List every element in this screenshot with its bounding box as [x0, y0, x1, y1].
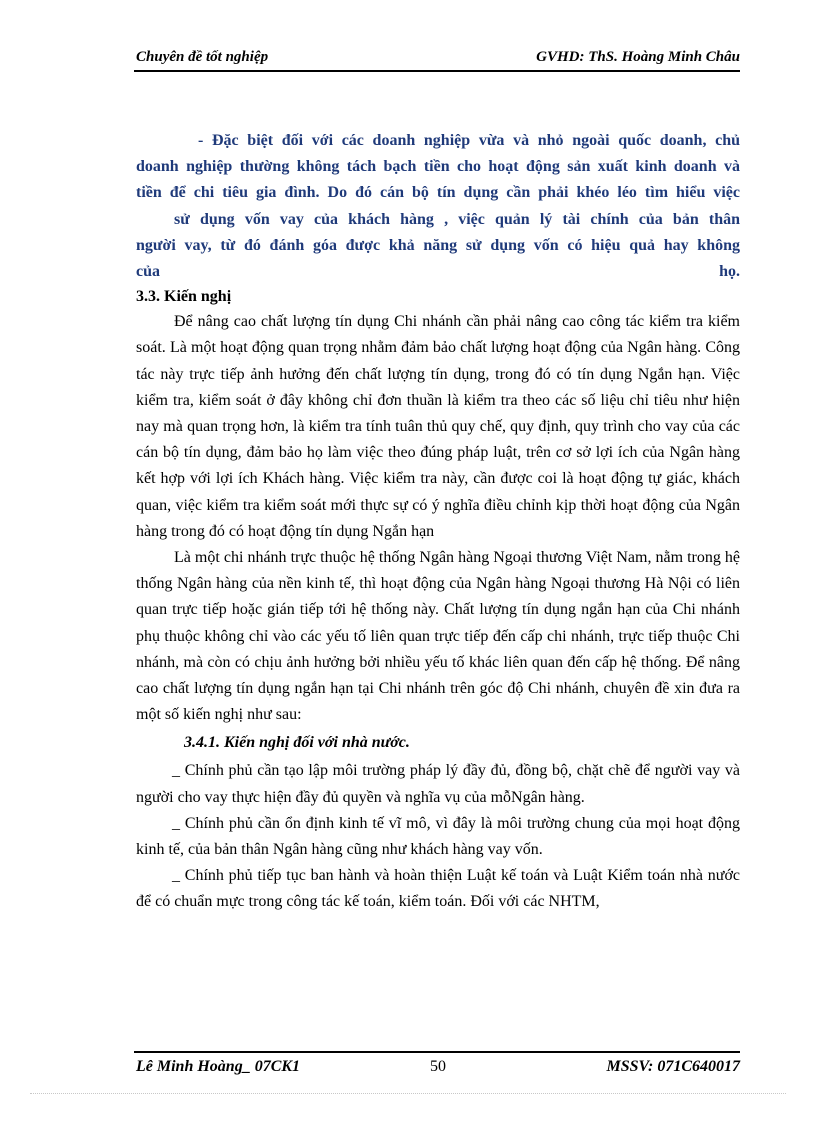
intro-last-right: họ. [719, 263, 740, 281]
section-paragraph-1: Để nâng cao chất lượng tín dụng Chi nhánh cần phải nâng cao công tác kiểm tra kiểm soát. Là một hoạt động quan trọng nhằm đảm bảo chất lượng hoạt động của Ngân hàng. Công tác này trực tiếp ảnh hưởng đến chất lượng tín dụng, trong đó có tín dụng Ngắn hạn. Việc kiểm tra, kiểm soát ở đây không chỉ đơn thuần là kiểm tra theo các số liệu chỉ tiêu như hiện nay mà quan trọng hơn, là kiểm tra tính tuân thủ quy chế, quy định, quy trình cho vay của các cán bộ tín dụng, đảm bảo họ làm việc theo đúng pháp luật, trên cơ sở lợi ích của Ngân hàng kết hợp với lợi ích Khách hàng. Việc kiểm tra này, cần được coi là hoạt động tự giác, khách quan, việc kiểm tra kiểm soát mới thực sự có ý nghĩa điều chỉnh kịp thời hoạt động của Ngân hàng trong đó có hoạt động tín dụng Ngắn hạn [136, 313, 740, 540]
page-footer [134, 1051, 740, 1079]
header-advisor: GVHD: ThS. Hoàng Minh Châu [536, 49, 740, 65]
page-header [134, 46, 740, 72]
intro-paragraph [136, 128, 740, 285]
page-bottom-divider [30, 1093, 786, 1094]
recommendation-item-2: _ Chính phủ cần ổn định kinh tế vĩ mô, vì đây là môi trường chung của mọi hoạt động kinh tế, của bản thân Ngân hàng cũng như khách hàng vay vốn. [136, 814, 740, 859]
intro-line: người vay, từ đó đánh góa được khả năng sử dụng vốn có hiệu quả hay không [136, 236, 740, 254]
intro-line: doanh nghiệp thường không tách bạch tiền cho hoạt động sản xuất kinh doanh và [136, 158, 740, 176]
subsection-heading: 3.4.1. Kiến nghị đối với nhà nước. [184, 734, 410, 752]
header-title: Chuyên đề tốt nghiệp [136, 49, 269, 65]
page-body [136, 128, 740, 916]
footer-author: Lê Minh Hoàng_ 07CK1 [136, 1058, 301, 1075]
footer-student-id: MSSV: 071C640017 [606, 1058, 740, 1075]
intro-line-last [136, 259, 740, 285]
recommendation-item-1: _ Chính phủ cần tạo lập môi trường pháp lý đầy đủ, đồng bộ, chặt chẽ để người vay và người cho vay thực hiện đầy đủ quyền và nghĩa vụ của mỗNgân hàng. [136, 762, 740, 806]
section-heading: 3.3. Kiến nghị [136, 288, 232, 306]
section-paragraph-2: Là một chi nhánh trực thuộc hệ thống Ngân hàng Ngoại thương Việt Nam, nằm trong hệ thống Ngân hàng của nền kinh tế, thì hoạt động của Ngân hàng Ngoại thương Hà Nội có liên quan trực tiếp hoặc gián tiếp tới hệ thống này. Chất lượng tín dụng ngắn hạn của Chi nhánh phụ thuộc không chỉ vào các yếu tố liên quan trực tiếp đến cấp chi nhánh, trực tiếp thuộc Chi nhánh, mà còn có chịu ảnh hưởng bởi nhiều yếu tố khác liên quan đến cấp hệ thống. Để nâng cao chất lượng tín dụng ngắn hạn tại Chi nhánh trên góc độ Chi nhánh, chuyên đề xin đưa ra một số kiến nghị như sau: [136, 549, 740, 724]
page-number: 50 [430, 1058, 446, 1075]
intro-line: - Đặc biệt đối với các doanh nghiệp vừa và nhỏ ngoài quốc doanh, chủ [198, 132, 740, 149]
intro-last-left: của [136, 263, 160, 281]
recommendation-item-3: _ Chính phủ tiếp tục ban hành và hoàn thiện Luật kế toán và Luật Kiểm toán nhà nước để có chuẩn mực trong công tác kế toán, kiểm toán. Đối với các NHTM, [136, 867, 740, 911]
intro-line: sử dụng vốn vay của khách hàng , việc quản lý tài chính của bản thân [174, 210, 740, 228]
intro-line: tiền để chi tiêu gia đình. Do đó cán bộ tín dụng cần phải khéo léo tìm hiểu việc [136, 184, 740, 202]
